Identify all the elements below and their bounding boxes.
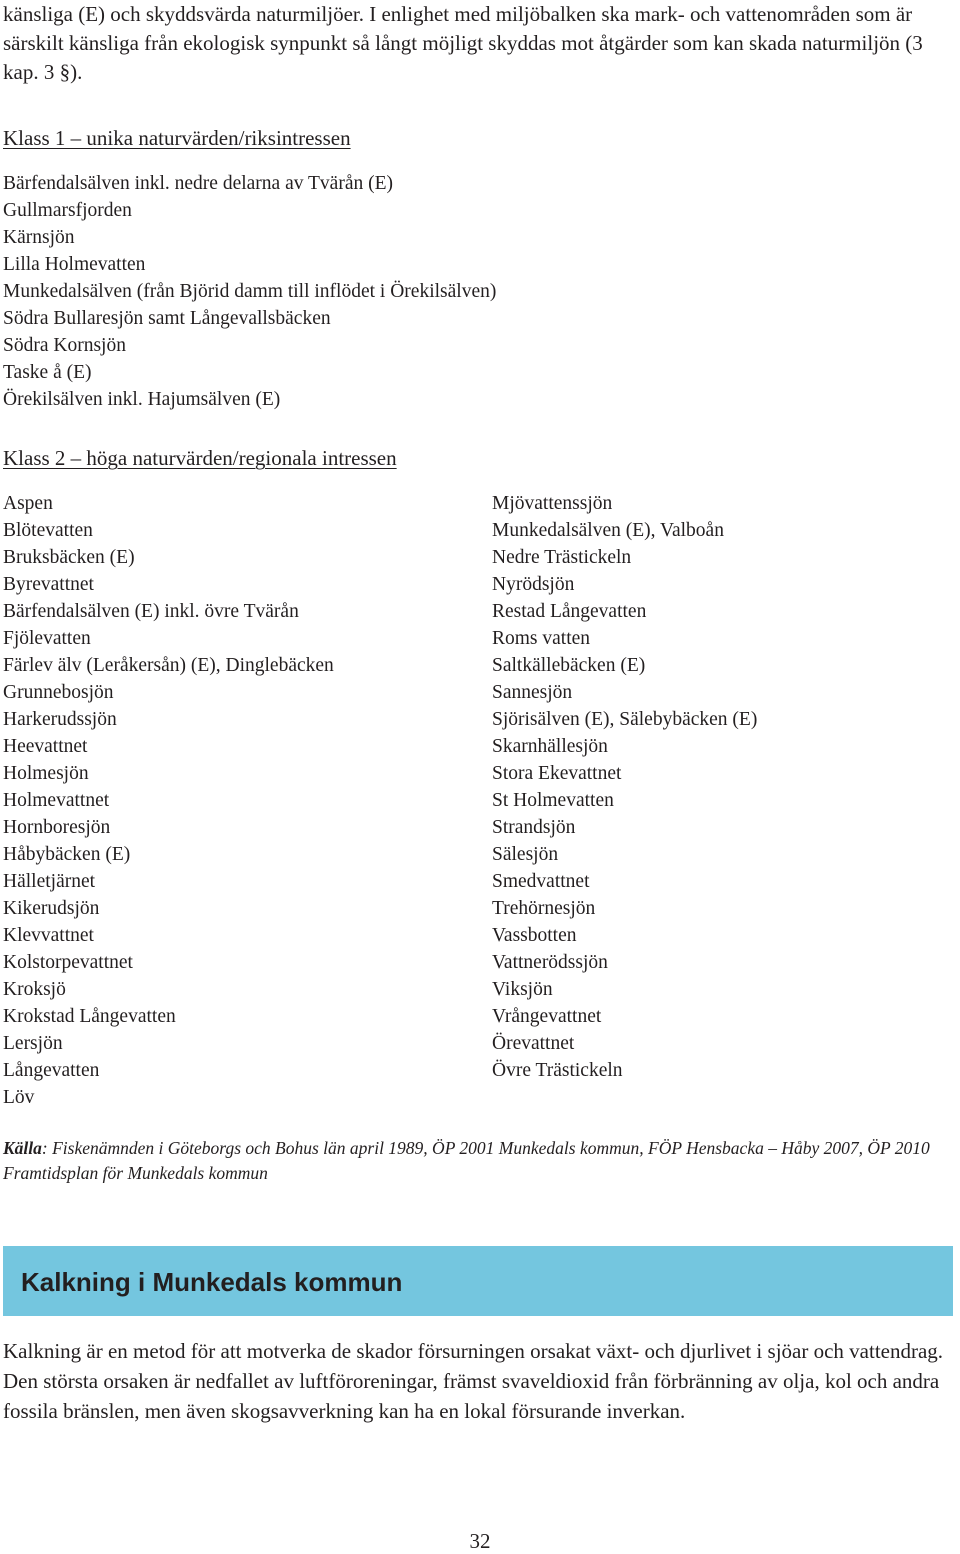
class2-list-left	[3, 490, 334, 1111]
list-item: Munkedalsälven (från Björid damm till inflödet i Örekilsälven)	[3, 281, 497, 302]
list-item: Kolstorpevattnet	[3, 952, 133, 973]
list-item: Sannesjön	[492, 682, 573, 703]
list-item: Heevattnet	[3, 736, 88, 757]
list-item: Bärfendalsälven (E) inkl. övre Tvärån	[3, 601, 299, 622]
list-item: Södra Kornsjön	[3, 335, 126, 356]
list-item: Nedre Trästickeln	[492, 547, 632, 568]
list-item: Blötevatten	[3, 520, 93, 541]
list-item: Strandsjön	[492, 817, 576, 838]
class1-list	[3, 170, 496, 413]
list-item: Örekilsälven inkl. Hajumsälven (E)	[3, 389, 281, 410]
list-item: Vassbotten	[492, 925, 577, 946]
list-item: Kroksjö	[3, 979, 66, 1000]
list-item: Gullmarsfjorden	[3, 200, 132, 221]
list-item: Smedvattnet	[492, 871, 590, 892]
list-item: Munkedalsälven (E), Valboån	[492, 520, 724, 541]
page-number: 32	[469, 1529, 491, 1553]
list-item: Hälletjärnet	[3, 871, 96, 892]
section-body: Kalkning är en metod för att motverka de skador försurningen orsakat växt- och djurlivet i sjöar och vattendrag. Den största orsaken är nedfallet av luftföroreningar, främst svaveldioxid från förbränning av olja, kol och andra fossila bränslen, men även skogsavverkning kan ha en lokal försurande inverkan.	[3, 1339, 944, 1423]
list-item: Bärfendalsälven inkl. nedre delarna av Tvärån (E)	[3, 173, 393, 194]
list-item: Grunnebosjön	[3, 682, 114, 703]
list-item: Holmevattnet	[3, 790, 110, 811]
list-item: Sjörisälven (E), Sälebybäcken (E)	[492, 709, 758, 730]
list-item: Nyrödsjön	[492, 574, 575, 595]
list-item: Hornboresjön	[3, 817, 111, 838]
list-item: Saltkällebäcken (E)	[492, 655, 646, 676]
list-item: Kärnsjön	[3, 227, 75, 248]
list-item: Krokstad Långevatten	[3, 1006, 176, 1027]
list-item: Vattnerödssjön	[492, 952, 608, 973]
source-text: : Fiskenämnden i Göteborgs och Bohus län april 1989, ÖP 2001 Munkedals kommun, FÖP Hensbacka – Håby 2007, ÖP 2010 Framtidsplan för Munkedals kommun	[3, 1138, 930, 1183]
list-item: Håbybäcken (E)	[3, 844, 131, 865]
list-item: Lersjön	[3, 1033, 63, 1054]
list-item: Skarnhällesjön	[492, 736, 608, 757]
list-item: Sälesjön	[492, 844, 559, 865]
list-item: Örevattnet	[492, 1033, 575, 1054]
section-banner	[3, 1246, 953, 1316]
class1-heading: Klass 1 – unika naturvärden/riksintressen	[3, 126, 351, 150]
class2-list-right	[492, 490, 757, 1084]
list-item: Stora Ekevattnet	[492, 763, 622, 784]
source-note	[3, 1136, 943, 1186]
intro-paragraph: känsliga (E) och skyddsvärda naturmiljöer. I enlighet med miljöbalken ska mark- och vattenområden som är särskilt känsliga från ekologisk synpunkt så långt möjligt skyddas mot åtgärder som kan skada naturmiljön (3 kap. 3 §).	[3, 2, 923, 84]
list-item: Taske å (E)	[3, 362, 92, 383]
list-item: Mjövattenssjön	[492, 493, 613, 514]
section-title: Kalkning i Munkedals kommun	[21, 1267, 403, 1297]
list-item: Löv	[3, 1087, 35, 1108]
source-label: Källa	[3, 1138, 42, 1158]
list-item: Södra Bullaresjön samt Långevallsbäcken	[3, 308, 331, 329]
list-item: Vrångevattnet	[492, 1006, 602, 1027]
list-item: Restad Långevatten	[492, 601, 647, 622]
list-item: Viksjön	[492, 979, 553, 1000]
list-item: Trehörnesjön	[492, 898, 596, 919]
list-item: Aspen	[3, 493, 53, 514]
list-item: St Holmevatten	[492, 790, 614, 811]
list-item: Holmesjön	[3, 763, 89, 784]
list-item: Harkerudssjön	[3, 709, 117, 730]
list-item: Färlev älv (Leråkersån) (E), Dinglebäcken	[3, 655, 334, 676]
list-item: Roms vatten	[492, 628, 591, 649]
list-item: Bruksbäcken (E)	[3, 547, 135, 568]
list-item: Kikerudsjön	[3, 898, 100, 919]
list-item: Långevatten	[3, 1060, 100, 1081]
list-item: Övre Trästickeln	[492, 1060, 623, 1081]
list-item: Fjölevatten	[3, 628, 91, 649]
class2-heading: Klass 2 – höga naturvärden/regionala intressen	[3, 446, 397, 470]
list-item: Klevvattnet	[3, 925, 94, 946]
list-item: Lilla Holmevatten	[3, 254, 146, 275]
list-item: Byrevattnet	[3, 574, 94, 595]
